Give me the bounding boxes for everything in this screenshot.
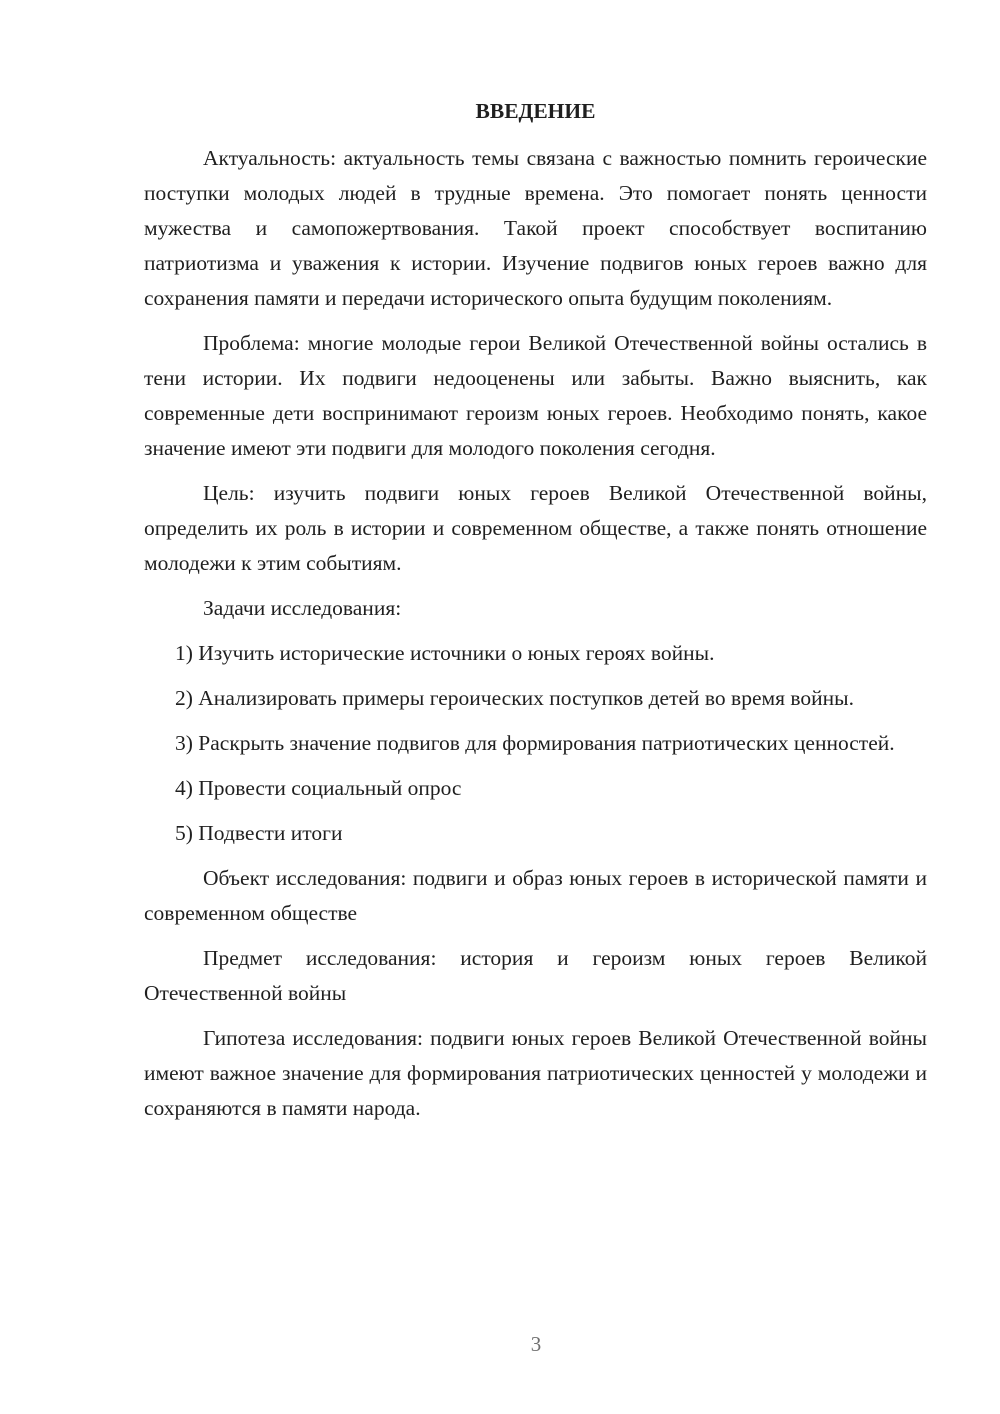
task-item: 5) Подвести итоги <box>175 821 343 845</box>
object-paragraph: Объект исследования: подвиги и образ юных героев в исторической памяти и современном обществе <box>144 866 927 925</box>
task-item: 1) Изучить исторические источники о юных героях войны. <box>175 641 715 665</box>
tasks-list <box>144 636 927 851</box>
tasks-heading: Задачи исследования: <box>203 596 402 620</box>
problem-paragraph: Проблема: многие молодые герои Великой Отечественной войны остались в тени истории. Их подвиги недооценены или забыты. Важно выяснить, как современные дети воспринимают героизм юных героев. Необходимо понять, какое значение имеют эти подвиги для молодого поколения сегодня. <box>144 331 927 460</box>
task-item: 3) Раскрыть значение подвигов для формирования патриотических ценностей. <box>175 731 895 755</box>
section-title: ВВЕДЕНИЕ <box>475 99 596 123</box>
task-item: 2) Анализировать примеры героических поступков детей во время войны. <box>175 686 854 710</box>
subject-paragraph: Предмет исследования: история и героизм юных героев Великой Отечественной войны <box>144 946 927 1005</box>
page-content <box>144 94 927 1136</box>
page-number: 3 <box>530 1332 542 1356</box>
relevance-paragraph: Актуальность: актуальность темы связана с важностью помнить героические поступки молодых людей в трудные времена. Это помогает понять ценности мужества и самопожертвования. Такой проект способствует воспитанию патриотизма и уважения к истории. Изучение подвигов юных героев важно для сохранения памяти и передачи исторического опыта будущим поколениям. <box>144 146 927 310</box>
hypothesis-paragraph: Гипотеза исследования: подвиги юных героев Великой Отечественной войны имеют важное значение для формирования патриотических ценностей у молодежи и сохраняются в памяти народа. <box>144 1026 927 1120</box>
task-item: 4) Провести социальный опрос <box>175 776 462 800</box>
goal-paragraph: Цель: изучить подвиги юных героев Великой Отечественной войны, определить их роль в истории и современном обществе, а также понять отношение молодежи к этим событиям. <box>144 481 927 575</box>
